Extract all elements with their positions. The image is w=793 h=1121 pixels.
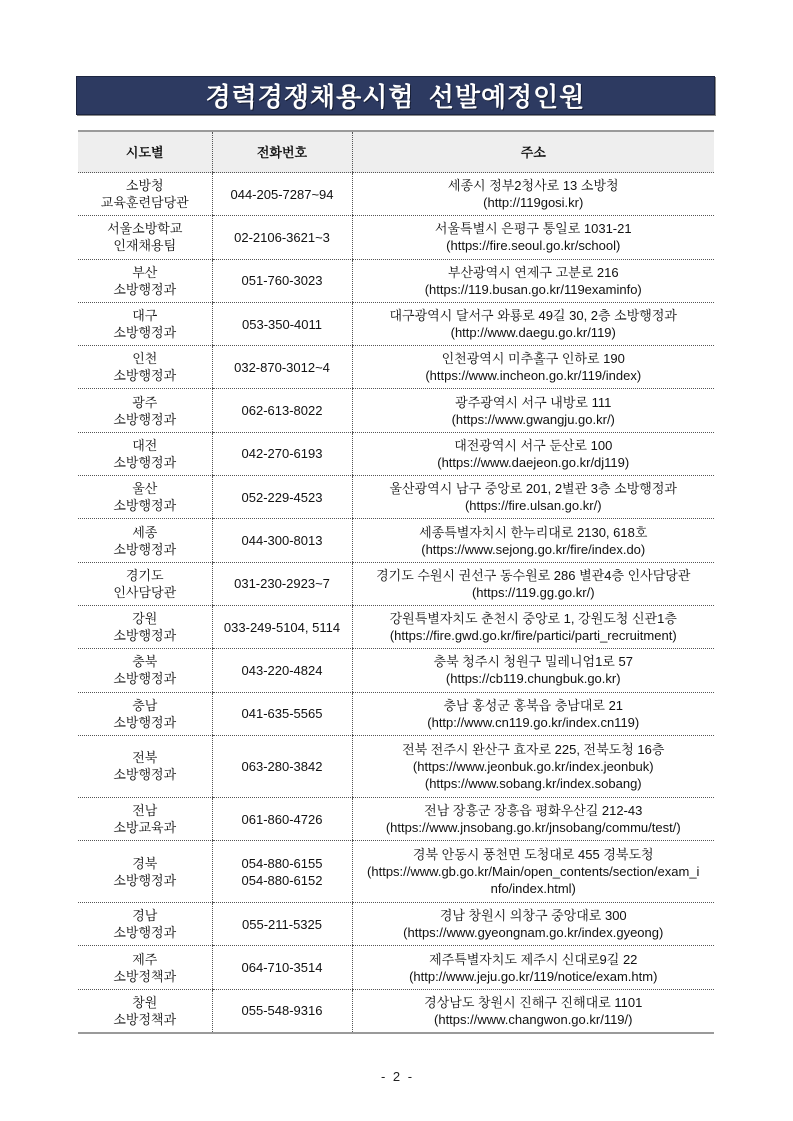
department-line: 소방행정과 bbox=[113, 368, 177, 384]
department-line: 인사담당관 bbox=[113, 584, 177, 600]
department-line: 부산 bbox=[132, 264, 158, 280]
phone-line: 052-229-4523 bbox=[241, 489, 323, 505]
address-line: 서울특별시 은평구 통일로 1031-21 bbox=[434, 221, 632, 237]
table-row bbox=[78, 519, 714, 562]
column-header-phone: 전화번호 bbox=[212, 131, 352, 173]
table-row bbox=[78, 797, 714, 840]
department-cell bbox=[78, 797, 212, 840]
phone-line: 033-249-5104, 5114 bbox=[223, 619, 341, 635]
address-cell bbox=[352, 562, 714, 605]
table-row bbox=[78, 841, 714, 903]
department-line: 경남 bbox=[132, 908, 158, 924]
address-line: (https://119.gg.go.kr/) bbox=[471, 584, 595, 600]
address-line: (http://119gosi.kr) bbox=[483, 195, 584, 211]
address-line: 대구광역시 달서구 와룡로 49길 30, 2층 소방행정과 bbox=[389, 308, 677, 324]
phone-cell bbox=[212, 692, 352, 735]
department-line: 세종 bbox=[132, 524, 158, 540]
address-line: (https://www.sobang.kr/index.sobang) bbox=[424, 775, 642, 791]
table-row bbox=[78, 346, 714, 389]
department-cell bbox=[78, 903, 212, 946]
address-line: 경북 안동시 풍천면 도청대로 455 경북도청 bbox=[412, 847, 654, 863]
phone-line: 063-280-3842 bbox=[241, 758, 323, 774]
phone-cell bbox=[212, 903, 352, 946]
phone-cell bbox=[212, 841, 352, 903]
department-line: 인천 bbox=[132, 351, 158, 367]
phone-cell bbox=[212, 302, 352, 345]
department-line: 강원 bbox=[132, 611, 158, 627]
phone-line: 055-548-9316 bbox=[241, 1003, 323, 1019]
department-cell bbox=[78, 259, 212, 302]
address-line: 대전광역시 서구 둔산로 100 bbox=[454, 437, 613, 453]
address-line: (http://www.daegu.go.kr/119) bbox=[450, 325, 616, 341]
address-cell bbox=[352, 605, 714, 648]
address-line: (https://fire.gwd.go.kr/fire/partici/parti_recruitment) bbox=[389, 628, 677, 644]
address-cell bbox=[352, 649, 714, 692]
address-line: 전북 전주시 완산구 효자로 225, 전북도청 16층 bbox=[402, 741, 665, 757]
title-banner bbox=[76, 76, 715, 115]
phone-line: 054-880-6152 bbox=[241, 872, 323, 888]
address-line: (https://cb119.chungbuk.go.kr) bbox=[445, 671, 621, 687]
department-line: 서울소방학교 bbox=[107, 221, 183, 237]
department-cell bbox=[78, 346, 212, 389]
address-cell bbox=[352, 432, 714, 475]
address-cell bbox=[352, 519, 714, 562]
department-line: 소방행정과 bbox=[113, 671, 177, 687]
address-cell bbox=[352, 346, 714, 389]
department-line: 소방행정과 bbox=[113, 714, 177, 730]
department-line: 경북 bbox=[132, 855, 158, 871]
address-line: 충북 청주시 청원구 밀레니엄1로 57 bbox=[433, 654, 633, 670]
phone-cell bbox=[212, 946, 352, 989]
address-line: (https://www.changwon.go.kr/119/) bbox=[434, 1011, 633, 1027]
department-line: 경기도 bbox=[125, 567, 164, 583]
phone-line: 055-211-5325 bbox=[242, 916, 322, 932]
phone-cell bbox=[212, 735, 352, 797]
department-line: 소방정책과 bbox=[113, 1011, 177, 1027]
address-cell bbox=[352, 692, 714, 735]
address-cell bbox=[352, 259, 714, 302]
department-line: 소방행정과 bbox=[113, 925, 177, 941]
address-line: (https://www.daejeon.go.kr/dj119) bbox=[437, 454, 630, 470]
table-row bbox=[78, 605, 714, 648]
table-row bbox=[78, 302, 714, 345]
department-cell bbox=[78, 735, 212, 797]
address-line: (https://www.gyeongnam.go.kr/index.gyeong) bbox=[403, 925, 664, 941]
department-line: 소방행정과 bbox=[113, 411, 177, 427]
department-cell bbox=[78, 605, 212, 648]
department-line: 소방교육과 bbox=[113, 820, 177, 835]
phone-cell bbox=[212, 989, 352, 1032]
address-cell bbox=[352, 216, 714, 259]
phone-cell bbox=[212, 432, 352, 475]
department-line: 대전 bbox=[132, 437, 158, 453]
phone-line: 032-870-3012~4 bbox=[234, 359, 330, 375]
phone-line: 042-270-6193 bbox=[241, 446, 323, 462]
table-row bbox=[78, 989, 714, 1032]
address-line: 경남 창원시 의창구 중앙대로 300 bbox=[439, 908, 627, 924]
department-line: 소방행정과 bbox=[113, 281, 177, 297]
table-row bbox=[78, 432, 714, 475]
address-line: (https://www.jnsobang.go.kr/jnsobang/commu/test/) bbox=[385, 820, 681, 835]
table-row bbox=[78, 216, 714, 259]
phone-line: 053-350-4011 bbox=[242, 316, 322, 332]
address-line: (https://www.gb.go.kr/Main/open_contents/section/exam_i bbox=[367, 864, 700, 880]
address-line: 세종특별자치시 한누리대로 2130, 618호 bbox=[419, 524, 648, 540]
address-line: (https://www.jeonbuk.go.kr/index.jeonbuk) bbox=[412, 758, 654, 774]
table-row bbox=[78, 735, 714, 797]
phone-line: 061-860-4726 bbox=[241, 811, 323, 827]
department-line: 소방행정과 bbox=[113, 325, 177, 341]
column-header-region: 시도별 bbox=[78, 131, 212, 173]
phone-line: 043-220-4824 bbox=[241, 662, 323, 678]
department-cell bbox=[78, 562, 212, 605]
address-cell bbox=[352, 903, 714, 946]
department-cell bbox=[78, 476, 212, 519]
department-cell bbox=[78, 519, 212, 562]
address-cell bbox=[352, 797, 714, 840]
address-line: 충남 홍성군 홍북읍 충남대로 21 bbox=[443, 697, 624, 713]
department-line: 소방행정과 bbox=[113, 628, 177, 644]
table-row bbox=[78, 562, 714, 605]
phone-line: 041-635-5565 bbox=[241, 706, 323, 722]
department-line: 창원 bbox=[132, 994, 158, 1010]
department-line: 인재채용팀 bbox=[113, 238, 177, 254]
department-line: 울산 bbox=[132, 481, 158, 497]
table-row bbox=[78, 649, 714, 692]
phone-cell bbox=[212, 605, 352, 648]
department-line: 소방행정과 bbox=[113, 541, 177, 557]
address-cell bbox=[352, 946, 714, 989]
phone-line: 064-710-3514 bbox=[241, 960, 323, 976]
address-line: 경기도 수원시 권선구 동수원로 286 별관4층 인사담당관 bbox=[376, 567, 691, 583]
address-line: (http://www.jeju.go.kr/119/notice/exam.htm) bbox=[409, 968, 658, 984]
table-row bbox=[78, 692, 714, 735]
address-line: 전남 장흥군 장흥읍 평화우산길 212-43 bbox=[424, 803, 643, 818]
department-cell bbox=[78, 173, 212, 216]
page-title: 경력경쟁채용시험 선발예정인원 bbox=[205, 82, 586, 112]
department-line: 교육훈련담당관 bbox=[100, 195, 189, 211]
phone-line: 054-880-6155 bbox=[241, 855, 323, 871]
department-line: 소방청 bbox=[125, 178, 164, 194]
address-cell bbox=[352, 476, 714, 519]
phone-cell bbox=[212, 216, 352, 259]
department-cell bbox=[78, 649, 212, 692]
phone-cell bbox=[212, 259, 352, 302]
department-cell bbox=[78, 432, 212, 475]
address-line: 세종시 정부2청사로 13 소방청 bbox=[447, 178, 619, 194]
address-line: 부산광역시 연제구 고분로 216 bbox=[447, 264, 619, 280]
table-row bbox=[78, 476, 714, 519]
department-cell bbox=[78, 389, 212, 432]
department-line: 소방행정과 bbox=[113, 767, 177, 783]
phone-line: 031-230-2923~7 bbox=[234, 576, 330, 592]
address-line: 울산광역시 남구 중앙로 201, 2별관 3층 소방행정과 bbox=[389, 481, 677, 497]
page-number: - 2 - bbox=[380, 1069, 413, 1084]
department-cell bbox=[78, 946, 212, 989]
address-cell bbox=[352, 302, 714, 345]
phone-cell bbox=[212, 173, 352, 216]
address-cell bbox=[352, 841, 714, 903]
phone-cell bbox=[212, 519, 352, 562]
department-cell bbox=[78, 302, 212, 345]
address-cell bbox=[352, 173, 714, 216]
header-row bbox=[78, 131, 714, 173]
department-line: 충북 bbox=[132, 654, 158, 670]
address-line: (https://fire.ulsan.go.kr/) bbox=[464, 498, 602, 514]
address-line: 광주광역시 서구 내방로 111 bbox=[455, 394, 612, 410]
column-header-address: 주소 bbox=[352, 131, 714, 173]
phone-line: 044-300-8013 bbox=[241, 533, 323, 549]
phone-cell bbox=[212, 649, 352, 692]
contact-table bbox=[78, 130, 714, 1034]
phone-cell bbox=[212, 797, 352, 840]
table-header bbox=[78, 131, 714, 173]
table-row bbox=[78, 259, 714, 302]
phone-line: 02-2106-3621~3 bbox=[234, 229, 330, 245]
department-line: 소방행정과 bbox=[113, 872, 177, 888]
address-line: (https://fire.seoul.go.kr/school) bbox=[446, 238, 621, 254]
department-line: 대구 bbox=[132, 308, 158, 324]
department-cell bbox=[78, 989, 212, 1032]
department-line: 광주 bbox=[132, 394, 158, 410]
address-line: (https://www.incheon.go.kr/119/index) bbox=[425, 368, 642, 384]
address-cell bbox=[352, 735, 714, 797]
phone-cell bbox=[212, 389, 352, 432]
table-row bbox=[78, 389, 714, 432]
address-cell bbox=[352, 389, 714, 432]
department-line: 전남 bbox=[132, 803, 158, 818]
department-line: 소방행정과 bbox=[113, 498, 177, 514]
address-cell bbox=[352, 989, 714, 1032]
table-row bbox=[78, 946, 714, 989]
table-row bbox=[78, 173, 714, 216]
department-line: 전북 bbox=[132, 750, 158, 766]
phone-cell bbox=[212, 476, 352, 519]
department-cell bbox=[78, 216, 212, 259]
address-line: nfo/index.html) bbox=[490, 881, 576, 897]
contact-table-body bbox=[78, 173, 714, 1033]
phone-line: 044-205-7287~94 bbox=[230, 186, 334, 202]
department-cell bbox=[78, 841, 212, 903]
address-line: 경상남도 창원시 진해구 진해대로 1101 bbox=[424, 994, 643, 1010]
phone-line: 062-613-8022 bbox=[241, 403, 323, 419]
department-line: 소방정책과 bbox=[113, 968, 177, 984]
table-row bbox=[78, 903, 714, 946]
phone-cell bbox=[212, 346, 352, 389]
phone-cell bbox=[212, 562, 352, 605]
address-line: (https://119.busan.go.kr/119examinfo) bbox=[424, 281, 642, 297]
department-cell bbox=[78, 692, 212, 735]
address-line: 인천광역시 미추홀구 인하로 190 bbox=[441, 351, 625, 367]
phone-line: 051-760-3023 bbox=[241, 273, 323, 289]
address-line: (http://www.cn119.go.kr/index.cn119) bbox=[427, 714, 640, 730]
address-line: 강원특별자치도 춘천시 중앙로 1, 강원도청 신관1층 bbox=[389, 611, 677, 627]
address-line: (https://www.gwangju.go.kr/) bbox=[451, 411, 615, 427]
department-line: 소방행정과 bbox=[113, 454, 177, 470]
address-line: (https://www.sejong.go.kr/fire/index.do) bbox=[421, 541, 646, 557]
department-line: 제주 bbox=[132, 951, 158, 967]
address-line: 제주특별자치도 제주시 신대로9길 22 bbox=[429, 951, 638, 967]
department-line: 충남 bbox=[132, 697, 158, 713]
